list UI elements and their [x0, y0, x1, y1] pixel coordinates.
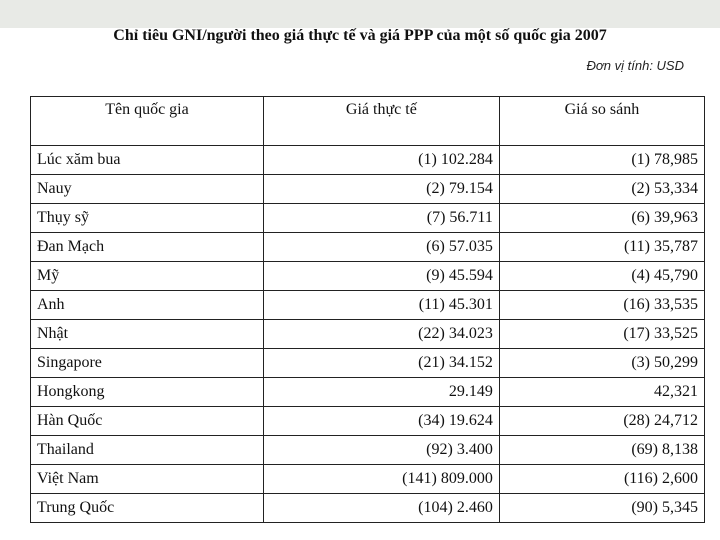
actual-price-cell: (104) 2.460 [263, 494, 499, 523]
country-cell: Đan Mạch [31, 233, 264, 262]
table-row [31, 407, 705, 436]
ppp-price-cell: (28) 24,712 [499, 407, 704, 436]
country-cell: Mỹ [31, 262, 264, 291]
country-cell: Nauy [31, 175, 264, 204]
ppp-price-cell: (2) 53,334 [499, 175, 704, 204]
table-row [31, 233, 705, 262]
actual-price-cell: (2) 79.154 [263, 175, 499, 204]
actual-price-cell: 29.149 [263, 378, 499, 407]
gni-table [30, 96, 705, 523]
table-row [31, 175, 705, 204]
country-cell: Anh [31, 291, 264, 320]
ppp-price-cell: (3) 50,299 [499, 349, 704, 378]
header-country: Tên quốc gia [31, 97, 264, 146]
unit-label: Đơn vị tính: USD [586, 58, 684, 73]
table-row [31, 465, 705, 494]
table-row [31, 378, 705, 407]
header-ppp-price: Giá so sánh [499, 97, 704, 146]
country-cell: Thụy sỹ [31, 204, 264, 233]
table-row [31, 436, 705, 465]
ppp-price-cell: (116) 2,600 [499, 465, 704, 494]
actual-price-cell: (22) 34.023 [263, 320, 499, 349]
table-row [31, 349, 705, 378]
country-cell: Trung Quốc [31, 494, 264, 523]
country-cell: Hongkong [31, 378, 264, 407]
actual-price-cell: (1) 102.284 [263, 146, 499, 175]
ppp-price-cell: (69) 8,138 [499, 436, 704, 465]
country-cell: Nhật [31, 320, 264, 349]
actual-price-cell: (141) 809.000 [263, 465, 499, 494]
country-cell: Hàn Quốc [31, 407, 264, 436]
actual-price-cell: (21) 34.152 [263, 349, 499, 378]
top-band [0, 0, 720, 28]
ppp-price-cell: (4) 45,790 [499, 262, 704, 291]
actual-price-cell: (7) 56.711 [263, 204, 499, 233]
table-row [31, 320, 705, 349]
header-actual-price: Giá thực tế [263, 97, 499, 146]
actual-price-cell: (11) 45.301 [263, 291, 499, 320]
country-cell: Việt Nam [31, 465, 264, 494]
table-row [31, 262, 705, 291]
country-cell: Singapore [31, 349, 264, 378]
header-row [31, 97, 705, 146]
actual-price-cell: (9) 45.594 [263, 262, 499, 291]
actual-price-cell: (92) 3.400 [263, 436, 499, 465]
actual-price-cell: (6) 57.035 [263, 233, 499, 262]
ppp-price-cell: (11) 35,787 [499, 233, 704, 262]
table-row [31, 494, 705, 523]
ppp-price-cell: (1) 78,985 [499, 146, 704, 175]
ppp-price-cell: (6) 39,963 [499, 204, 704, 233]
ppp-price-cell: (17) 33,525 [499, 320, 704, 349]
ppp-price-cell: (16) 33,535 [499, 291, 704, 320]
country-cell: Thailand [31, 436, 264, 465]
actual-price-cell: (34) 19.624 [263, 407, 499, 436]
ppp-price-cell: 42,321 [499, 378, 704, 407]
ppp-price-cell: (90) 5,345 [499, 494, 704, 523]
table-row [31, 291, 705, 320]
table-row [31, 146, 705, 175]
slide-title: Chỉ tiêu GNI/người theo giá thực tế và giá PPP của một số quốc gia 2007 [113, 27, 607, 44]
country-cell: Lúc xăm bua [31, 146, 264, 175]
table-row [31, 204, 705, 233]
